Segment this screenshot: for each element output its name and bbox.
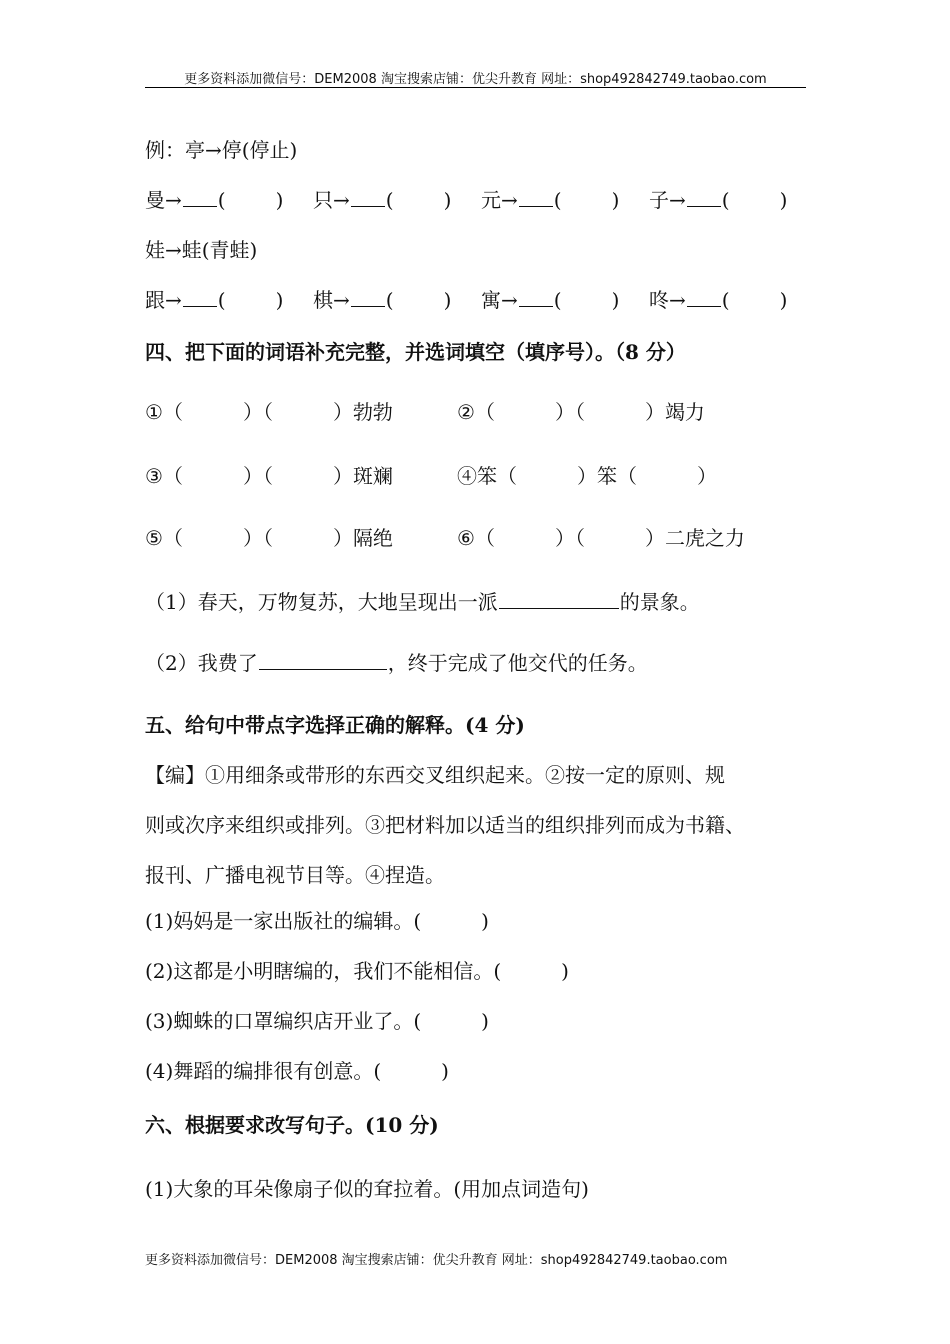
fill-item: 寓→ ( ) bbox=[481, 288, 620, 312]
answer-blank[interactable] bbox=[259, 653, 387, 670]
fill-item: 子→ ( ) bbox=[649, 188, 788, 212]
question-6-1: (1)大象的耳朵像扇子似的耷拉着。(用加点词造句) bbox=[145, 1177, 589, 1201]
page-footer: 更多资料添加微信号：DEM2008 淘宝搜索店铺：优尖升教育 网址：shop492842749.taobao.com bbox=[145, 1253, 728, 1268]
question-5-3: (3)蜘蛛的口罩编织店开业了。( ) bbox=[145, 1009, 489, 1033]
answer-blank[interactable] bbox=[351, 190, 385, 207]
fill-item: 只→ ( ) bbox=[313, 188, 452, 212]
definition-line-3: 报刊、广播电视节目等。④捏造。 bbox=[145, 863, 445, 887]
definition-line-2: 则或次序来组织或排列。③把材料加以适当的组织排列而成为书籍、 bbox=[145, 813, 745, 837]
definition-line-1: 【编】①用细条或带形的东西交叉组织起来。②按一定的原则、规 bbox=[145, 763, 725, 787]
fill-item: 元→ ( ) bbox=[481, 188, 620, 212]
fill-question-1: （1）春天，万物复苏，大地呈现出一派 的景象。 bbox=[145, 590, 700, 614]
idiom-item: ③（ ）（ ）斑斓 bbox=[145, 464, 393, 488]
answer-blank[interactable] bbox=[687, 190, 721, 207]
question-5-1: (1)妈妈是一家出版社的编辑。( ) bbox=[145, 909, 489, 933]
fill-item: 棋→ ( ) bbox=[313, 288, 452, 312]
idiom-item: ④笨（ ）笨（ ） bbox=[457, 464, 717, 488]
answer-blank[interactable] bbox=[183, 290, 217, 307]
section-5-heading: 五、给句中带点字选择正确的解释。(4 分) bbox=[145, 713, 525, 737]
fill-item: 曼→ ( ) bbox=[145, 188, 284, 212]
idiom-item: ①（ ）（ ）勃勃 bbox=[145, 400, 393, 424]
idiom-row-3 bbox=[145, 528, 745, 548]
page-header: 更多资料添加微信号：DEM2008 淘宝搜索店铺：优尖升教育 网址：shop492842749.taobao.com bbox=[184, 72, 767, 87]
idiom-item: ②（ ）（ ）竭力 bbox=[457, 400, 705, 424]
question-5-2: (2)这都是小明瞎编的，我们不能相信。( ) bbox=[145, 959, 569, 983]
answer-blank[interactable] bbox=[351, 290, 385, 307]
idiom-row-2 bbox=[145, 466, 717, 486]
answer-blank[interactable] bbox=[519, 290, 553, 307]
fill-question-2: （2）我费了 ，终于完成了他交代的任务。 bbox=[145, 651, 648, 675]
answer-blank[interactable] bbox=[183, 190, 217, 207]
fill-row-2 bbox=[145, 290, 787, 310]
example-2: 娃→蛙(青蛙) bbox=[145, 238, 258, 262]
answer-blank[interactable] bbox=[687, 290, 721, 307]
section-4-heading: 四、把下面的词语补充完整，并选词填空（填序号）。（8 分） bbox=[145, 340, 686, 364]
answer-blank[interactable] bbox=[499, 592, 619, 609]
header-divider bbox=[145, 87, 806, 88]
question-5-4: (4)舞蹈的编排很有创意。( ) bbox=[145, 1059, 449, 1083]
idiom-item: ⑤（ ）（ ）隔绝 bbox=[145, 526, 393, 550]
example-1: 例：亭→停(停止) bbox=[145, 138, 298, 162]
section-6-heading: 六、根据要求改写句子。(10 分) bbox=[145, 1113, 439, 1137]
answer-blank[interactable] bbox=[519, 190, 553, 207]
fill-item: 跟→ ( ) bbox=[145, 288, 284, 312]
idiom-item: ⑥（ ）（ ）二虎之力 bbox=[457, 526, 745, 550]
idiom-row-1 bbox=[145, 402, 705, 422]
fill-row-1 bbox=[145, 190, 787, 210]
fill-item: 咚→ ( ) bbox=[649, 288, 788, 312]
